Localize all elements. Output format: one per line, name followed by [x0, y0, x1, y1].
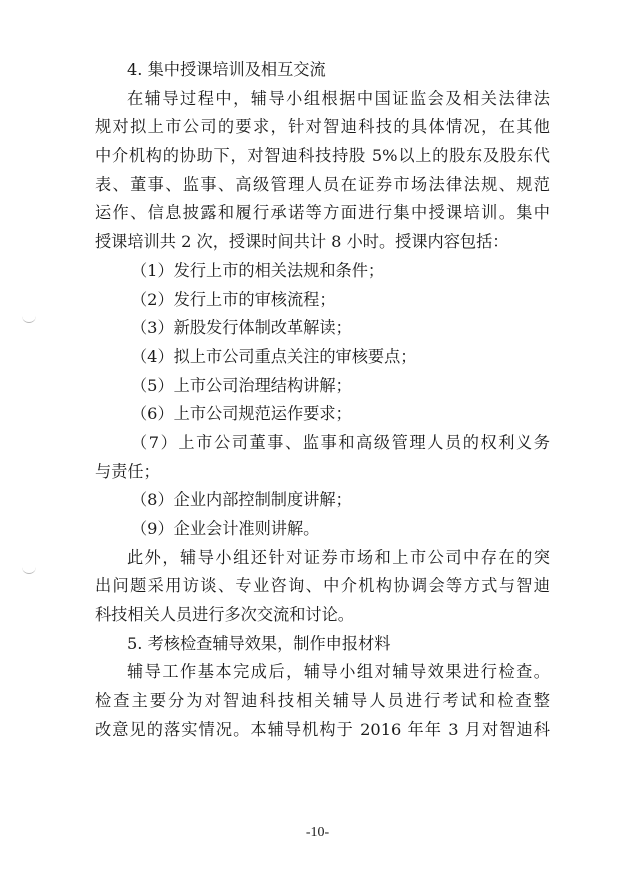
paragraph-line: 规对拟上市公司的要求，针对智迪科技的具体情况，在其他 — [95, 117, 550, 137]
section-heading: 4. 集中授课培训及相互交流 — [127, 60, 326, 79]
paragraph-line: 改意见的落实情况。本辅导机构于 2016 年年 3 月对智迪科 — [95, 719, 550, 739]
list-item: （9）企业会计准则讲解。 — [131, 519, 320, 538]
paragraph-line: 在辅导过程中，辅导小组根据中国证监会及相关法律法 — [127, 88, 550, 108]
list-item: （4）拟上市公司重点关注的审核要点； — [131, 346, 417, 366]
paragraph-line: 中介机构的协助下，对智迪科技持股 5%以上的股东及股东代 — [95, 146, 550, 166]
paragraph-line: 此外，辅导小组还针对证券市场和上市公司中存在的突 — [127, 547, 550, 567]
list-item: （8）企业内部控制制度讲解； — [131, 490, 352, 510]
punch-hole-mark — [22, 563, 36, 574]
list-item-continuation: 与责任； — [95, 461, 160, 481]
list-item: （1）发行上市的相关法规和条件； — [131, 260, 385, 280]
paragraph-line: 检查主要分为对智迪科技相关辅导人员进行考试和检查整 — [95, 691, 550, 711]
list-item: （2）发行上市的审核流程； — [131, 289, 336, 309]
paragraph-line: 出问题采用访谈、专业咨询、中介机构协调会等方式与智迪 — [95, 576, 550, 596]
page-number: -10- — [305, 825, 330, 840]
paragraph-line: 授课培训共 2 次，授课时间共计 8 小时。授课内容包括： — [95, 232, 509, 252]
punch-hole-mark — [22, 312, 36, 323]
section-heading: 5. 考核检查辅导效果，制作申报材料 — [127, 633, 391, 653]
paragraph-line: 科技相关人员进行多次交流和讨论。 — [95, 605, 354, 625]
paragraph-line: 运作、信息披露和履行承诺等方面进行集中授课培训。集中 — [95, 203, 550, 223]
list-item: （6）上市公司规范运作要求； — [131, 404, 352, 424]
list-item: （7）上市公司董事、监事和高级管理人员的权利义务 — [131, 432, 550, 452]
list-item: （3）新股发行体制改革解读； — [131, 318, 352, 338]
list-item: （5）上市公司治理结构讲解； — [131, 375, 352, 395]
paragraph-line: 辅导工作基本完成后，辅导小组对辅导效果进行检查。 — [127, 662, 550, 682]
page-body — [95, 56, 550, 745]
paragraph-line: 表、董事、监事、高级管理人员在证券市场法律法规、规范 — [95, 174, 550, 194]
